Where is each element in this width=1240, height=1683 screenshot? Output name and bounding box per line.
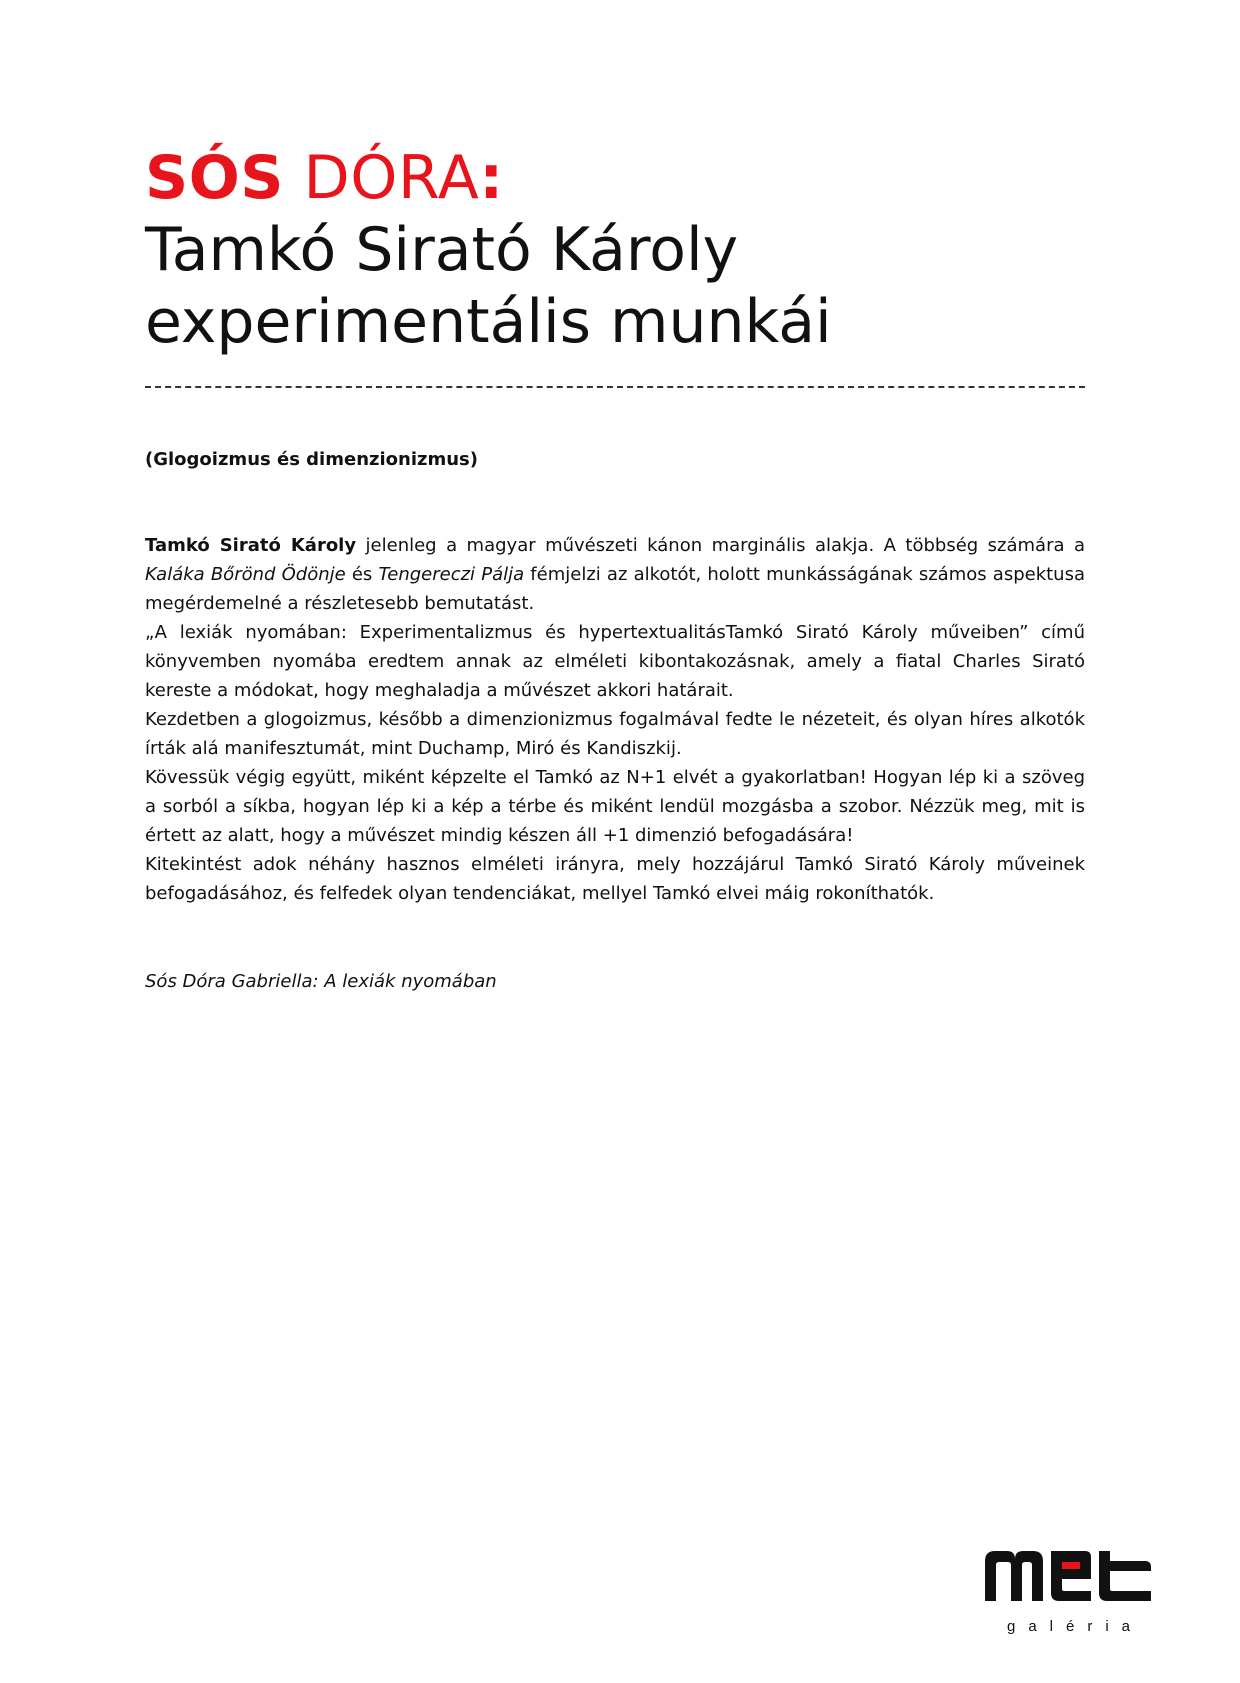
author-given-name: DÓRA bbox=[303, 143, 480, 213]
dashed-divider bbox=[145, 386, 1085, 388]
paragraph-1-text-a: jelenleg a magyar művészeti kánon marginális alakja. A többség számára a bbox=[356, 535, 1085, 556]
logo-subtitle: galéria bbox=[1006, 1618, 1144, 1635]
paragraph-1-name: Tamkó Sirató Károly bbox=[145, 535, 357, 556]
title-colon: : bbox=[479, 143, 504, 213]
title-line-2: Tamkó Sirató Károly bbox=[145, 215, 739, 285]
author-surname: SÓS bbox=[145, 143, 284, 213]
logo-wordmark-met bbox=[985, 1551, 1151, 1601]
paragraph-3: Kezdetben a glogoizmus, később a dimenzionizmus fogalmával fedte le nézeteit, és olyan híres alkotók írták alá manifesztumát, mint Duchamp, Miró és Kandiszkij. bbox=[145, 709, 1085, 759]
book-credit: Sós Dóra Gabriella: A lexiák nyomában bbox=[145, 971, 497, 992]
paragraph-1-text-b: és bbox=[345, 564, 379, 585]
paragraph-5: Kitekintést adok néhány hasznos elméleti irányra, mely hozzájárul Tamkó Sirató Károly műveinek befogadásához, és felfedek olyan tendenciákat, mellyel Tamkó elvei máig rokoníthatók. bbox=[145, 854, 1085, 904]
subtitle: (Glogoizmus és dimenzionizmus) bbox=[145, 449, 478, 470]
paragraph-1-text-c: fémjelzi az alkotót, holott munkásságának számos aspektusa megérdemelné a részletesebb bemutatást. bbox=[145, 564, 1086, 614]
paragraph-4: Kövessük végig együtt, miként képzelte el Tamkó az N+1 elvét a gyakorlatban! Hogyan lép ki a szöveg a sorból a síkba, hogyan lép ki a kép a térbe és miként lendül mozgásba a szobor. Nézzük meg, mit is értett az alatt, hogy a művészet mindig készen áll +1 dimenzió befogadására! bbox=[145, 767, 1085, 846]
body-text bbox=[145, 531, 1085, 908]
title-block bbox=[145, 142, 1085, 358]
title-line-3: experimentális munkái bbox=[145, 287, 832, 357]
paragraph-1-work-2: Tengereczi Pálja bbox=[378, 564, 525, 585]
paragraph-2: „A lexiák nyomában: Experimentalizmus és hypertextualitásTamkó Sirató Károly műveiben” című könyvemben nyomába eredtem annak az elméleti kibontakozásnak, amely a fiatal Charles Sirató kereste a módokat, hogy meghaladja a művészet akkori határait. bbox=[145, 622, 1085, 701]
author-name bbox=[145, 142, 1085, 214]
logo-red-accent bbox=[1062, 1562, 1080, 1569]
paragraph-1-work-1: Kaláka Bőrönd Ödönje bbox=[145, 564, 346, 585]
met-galeria-logo bbox=[985, 1543, 1165, 1643]
paragraph-1 bbox=[145, 531, 1085, 618]
